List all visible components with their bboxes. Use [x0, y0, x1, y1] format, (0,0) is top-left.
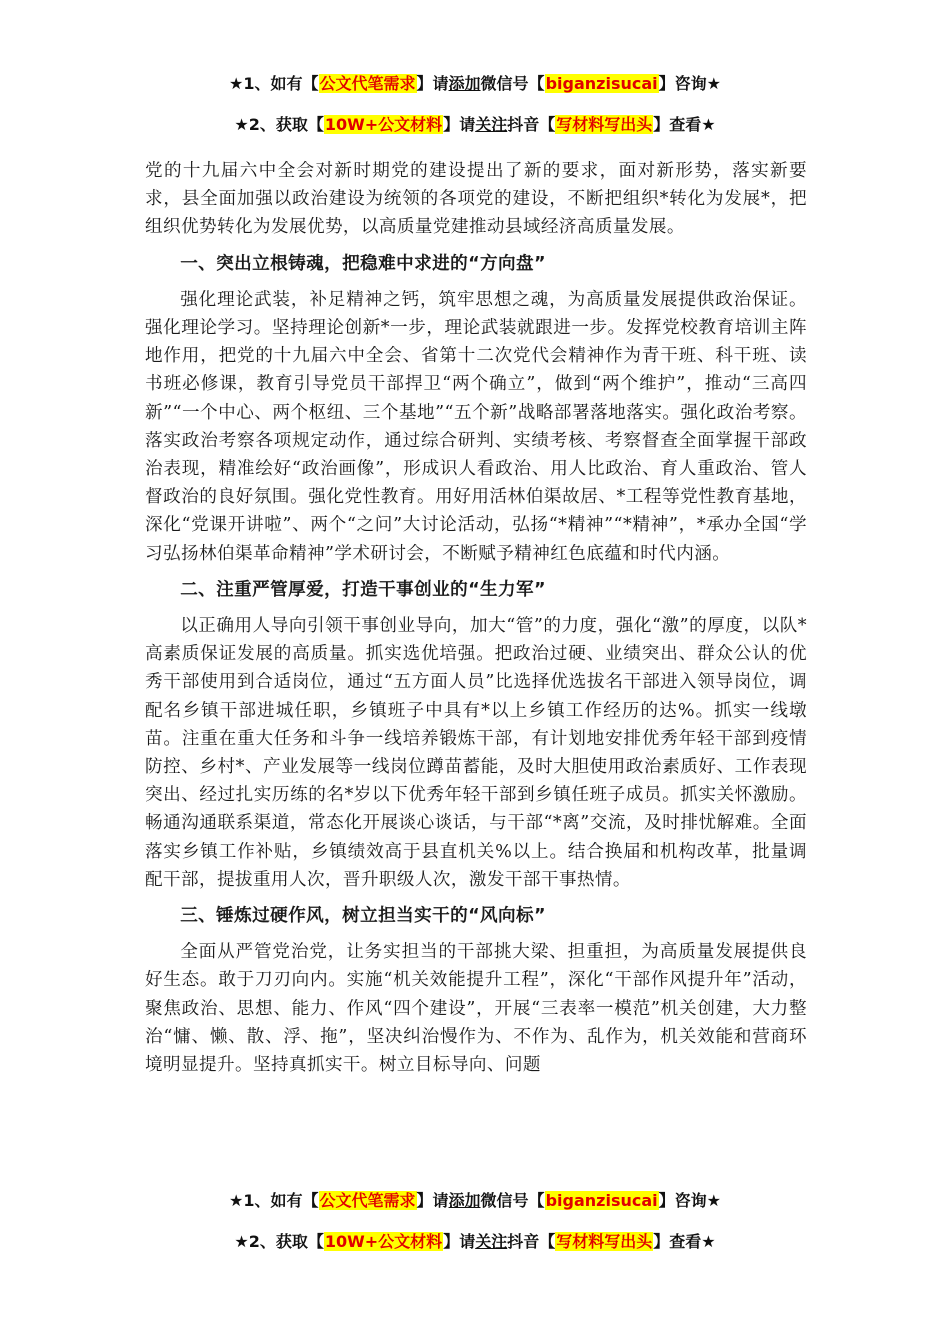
banner-text: ★2、获取【: [234, 115, 324, 134]
banner-text: ★1、如有【: [229, 74, 319, 93]
banner-text: ★2、获取【: [234, 1232, 324, 1251]
intro-paragraph: 党的十九届六中全会对新时期党的建设提出了新的要求，面对新形势，落实新要求，县全面加强以政治建设为统领的各项党的建设，不断把组织*转化为发展*，把组织优势转化为发展优势，以高质量党建推动县域经济高质量发展。: [145, 161, 807, 238]
section-2-heading: 二、注重严管厚爱，打造干事创业的“生力军”: [180, 579, 546, 600]
header-banner-line-1: [0, 71, 950, 94]
wechat-id-highlight: biganzisucai: [545, 1191, 658, 1210]
highlight-text: 10W+公文材料: [324, 1232, 443, 1251]
banner-text: 】请: [443, 115, 476, 134]
highlight-text: 公文代笔需求: [319, 1191, 416, 1210]
underlined-text: 添加: [448, 1191, 481, 1210]
banner-text: 】请: [416, 1191, 449, 1210]
banner-text: 微信号【: [480, 74, 545, 93]
wechat-id-highlight: biganzisucai: [545, 74, 658, 93]
highlight-text: 10W+公文材料: [324, 115, 443, 134]
douyin-id-highlight: 写材料写出头: [556, 115, 653, 134]
section-2-paragraph: 以正确用人导向引领干事创业导向，加大“管”的力度，强化“激”的厚度，以队*高素质保证发展的高质量。抓实选优培强。把政治过硬、业绩突出、群众公认的优秀干部使用到合适岗位，通过“五方面人员”比选择优选拔名干部进入领导岗位，调配名乡镇干部进城任职，乡镇班子中具有*以上乡镇工作经历的达%。抓实一线墩苗。注重在重大任务和斗争一线培养锻炼干部，有计划地安排优秀年轻干部到疫情防控、乡村*、产业发展等一线岗位蹲苗蓄能，及时大胆使用政治素质好、工作表现突出、经过扎实历练的名*岁以下优秀年轻干部到乡镇任班子成员。抓实关怀激励。畅通沟通联系渠道，常态化开展谈心谈话，与干部“*离”交流，及时排忧解难。全面落实乡镇工作补贴，乡镇绩效高于县直机关%以上。结合换届和机构改革，批量调配干部，提拔重用人次，晋升职级人次，激发干部干事热情。: [145, 616, 807, 890]
footer-banner-line-2: [0, 1229, 950, 1252]
document-body: [145, 157, 807, 1079]
section-1-paragraph: 强化理论武装，补足精神之钙，筑牢思想之魂，为高质量发展提供政治保证。强化理论学习。坚持理论创新*一步，理论武装就跟进一步。发挥党校教育培训主阵地作用，把党的十九届六中全会、省第十二次党代会精神作为青干班、科干班、读书班必修课，教育引导党员干部捍卫“两个确立”，做到“两个维护”，推动“三高四新”“一个中心、两个枢纽、三个基地”“五个新”战略部署落地落实。强化政治考察。落实政治考察各项规定动作，通过综合研判、实绩考核、考察督查全面掌握干部政治表现，精准绘好“政治画像”，形成识人看政治、用人比政治、育人重政治、管人督政治的良好氛围。强化党性教育。用好用活林伯渠故居、*工程等党性教育基地，深化“党课开讲啦”、两个“之问”大讨论活动，弘扬“*精神”“*精神”，*承办全国“学习弘扬林伯渠革命精神”学术研讨会，不断赋予精神红色底蕴和时代内涵。: [145, 289, 807, 564]
section-3-paragraph: 全面从严管党治党，让务实担当的干部挑大梁、担重担，为高质量发展提供良好生态。敢于刀刃向内。实施“机关效能提升工程”，深化“干部作风提升年”活动，聚焦政治、思想、能力、作风“四个建设”，开展“三表率一模范”机关创建，大力整治“慵、懒、散、浮、拖”，坚决纠治慢作为、不作为、乱作为，机关效能和营商环境明显提升。坚持真抓实干。树立目标导向、问题: [145, 942, 807, 1076]
underlined-text: 添加: [448, 74, 481, 93]
banner-text: 抖音【: [507, 1232, 556, 1251]
banner-text: 】咨询★: [658, 1191, 721, 1210]
footer-banner-line-1: [0, 1188, 950, 1211]
banner-text: 】查看★: [653, 1232, 716, 1251]
section-3-heading: 三、锤炼过硬作风，树立担当实干的“风向标”: [180, 906, 546, 927]
banner-text: ★1、如有【: [229, 1191, 319, 1210]
highlight-text: 公文代笔需求: [319, 74, 416, 93]
underlined-text: 关注: [475, 1232, 508, 1251]
section-1-heading: 一、突出立根铸魂，把稳难中求进的“方向盘”: [180, 253, 546, 274]
banner-text: 】查看★: [653, 115, 716, 134]
banner-text: 微信号【: [480, 1191, 545, 1210]
underlined-text: 关注: [475, 115, 508, 134]
banner-text: 】咨询★: [658, 74, 721, 93]
banner-text: 抖音【: [507, 115, 556, 134]
header-banner-line-2: [0, 112, 950, 135]
douyin-id-highlight: 写材料写出头: [556, 1232, 653, 1251]
banner-text: 】请: [443, 1232, 476, 1251]
banner-text: 】请: [416, 74, 449, 93]
